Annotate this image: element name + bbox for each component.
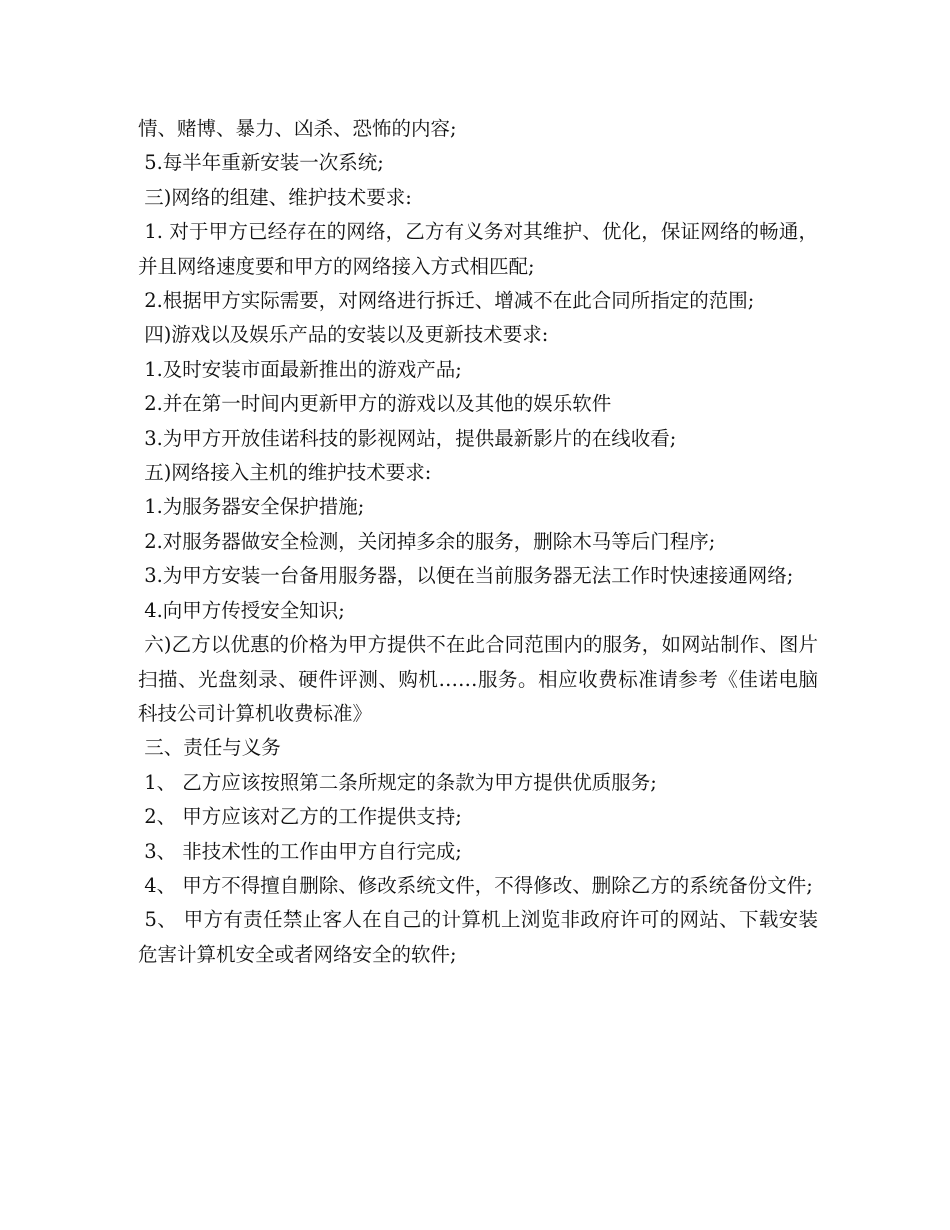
paragraph: 1、 乙方应该按照第二条所规定的条款为甲方提供优质服务; (138, 770, 657, 794)
paragraph: 3、 非技术性的工作由甲方自行完成; (138, 839, 462, 863)
paragraph: 5、 甲方有责任禁止客人在自己的计算机上浏览非政府许可的网站、下载安装危害计算机安全或者网络安全的软件; (138, 908, 819, 966)
section-heading: 三)网络的组建、维护技术要求: (138, 185, 412, 209)
paragraph: 2.根据甲方实际需要，对网络进行拆迁、增减不在此合同所指定的范围; (138, 289, 755, 313)
paragraph: 4.向甲方传授安全知识; (138, 598, 345, 622)
paragraph: 5.每半年重新安装一次系统; (138, 151, 384, 175)
section-heading: 六)乙方以优惠的价格为甲方提供不在此合同范围内的服务，如网站制作、图片扫描、光盘刻录、硬件评测、购机……服务。相应收费标准请参考《佳诺电脑科技公司计算机收费标准》 (138, 633, 819, 725)
section-heading: 四)游戏以及娱乐产品的安装以及更新技术要求: (138, 323, 549, 347)
section-heading: 五)网络接入主机的维护技术要求: (138, 461, 432, 485)
section-heading: 三、责任与义务 (138, 736, 281, 760)
paragraph: 2、 甲方应该对乙方的工作提供支持; (138, 805, 462, 829)
paragraph: 2.对服务器做安全检测，关闭掉多余的服务，删除木马等后门程序; (138, 529, 716, 553)
paragraph: 4、 甲方不得擅自删除、修改系统文件，不得修改、删除乙方的系统备份文件; (138, 873, 813, 897)
paragraph: 2.并在第一时间内更新甲方的游戏以及其他的娱乐软件 (138, 392, 612, 416)
paragraph: 1.及时安装市面最新推出的游戏产品; (138, 357, 462, 381)
paragraph: 1. 对于甲方已经存在的网络，乙方有义务对其维护、优化，保证网络的畅通，并且网络速度要和甲方的网络接入方式相匹配; (138, 220, 819, 278)
paragraph: 3.为甲方安装一台备用服务器，以便在当前服务器无法工作时快速接通网络; (138, 564, 794, 588)
paragraph: 情、赌博、暴力、凶杀、恐怖的内容; (138, 117, 457, 140)
document-page (138, 112, 818, 972)
paragraph: 3.为甲方开放佳诺科技的影视网站，提供最新影片的在线收看; (138, 426, 677, 450)
paragraph: 1.为服务器安全保护措施; (138, 495, 365, 519)
